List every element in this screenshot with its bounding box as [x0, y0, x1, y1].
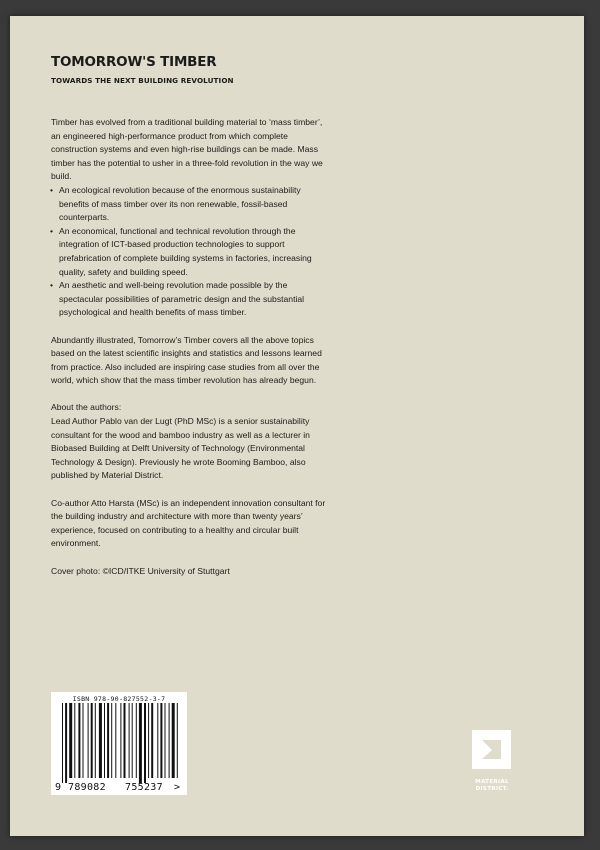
about-heading: About the authors:	[51, 402, 122, 413]
barcode-bar	[107, 703, 109, 778]
barcode-bar	[104, 703, 105, 778]
barcode-left-digits: 789082	[68, 782, 106, 793]
publisher-name-line: MATERIAL	[475, 779, 509, 785]
material-district-icon	[472, 730, 511, 769]
publisher-name-line: DISTRICT.	[475, 786, 509, 792]
barcode-bar	[115, 703, 116, 778]
cover-photo-credit: Cover photo: ©ICD/ITKE University of Stuttgart	[51, 565, 230, 576]
barcode-right-digits: 755237	[125, 782, 163, 793]
barcode-icon	[51, 692, 187, 795]
barcode-bar	[172, 703, 175, 778]
barcode-bar	[151, 703, 153, 778]
barcode-bar	[95, 703, 96, 778]
publisher-name	[471, 779, 513, 793]
barcode-bar	[65, 703, 67, 783]
intro-paragraph: Timber has evolved from a traditional building material to ‘mass timber’, an engineered high-performance product from which complete construction systems and even high-rise buildings can be made. Mass timber has the potential to usher in a three-fold revolution in the way we build.	[51, 117, 323, 182]
list-item: • An ecological revolution because of the enormous sustainability benefits of mass timber over its non renewable, fossil-based counterparts.	[51, 184, 326, 225]
co-author-paragraph: Co-author Atto Harsta (MSc) is an independent innovation consultant for the building industry and architecture with more than twenty years’ experience, focused on contributing to a healthy and circular built environment.	[51, 497, 326, 549]
publisher-logo-mark	[472, 730, 511, 769]
summary-paragraph: Abundantly illustrated, Tomorrow’s Timber covers all the above topics based on the latest scientific insights and statistics and lessons learned from practice. Also included are inspiring case studies from all over the world, which show that the mass timber revolution has already begun.	[51, 334, 322, 386]
barcode-bar	[177, 703, 178, 778]
barcode-bar	[83, 703, 84, 778]
barcode-bar	[129, 703, 130, 778]
barcode-bar	[78, 703, 80, 778]
barcode-bar	[120, 703, 121, 778]
list-item: • An aesthetic and well-being revolution made possible by the spectacular possibilities of parametric design and the substantial psychological and health benefits of mass timber.	[51, 279, 326, 320]
barcode-bar	[124, 703, 126, 778]
barcode-bar	[88, 703, 89, 778]
barcode-bar	[144, 703, 146, 783]
book-title: TOMORROW'S TIMBER	[51, 54, 217, 70]
barcode-bar	[132, 703, 133, 778]
barcode-bar	[169, 703, 170, 778]
barcode-bar	[139, 703, 142, 783]
barcode-bar	[148, 703, 149, 778]
barcode-bar	[99, 703, 102, 778]
list-item: • An economical, functional and technical revolution through the integration of ICT-based production technologies to support prefabrication of complete building systems in factories, increasing quality, safety and building speed.	[51, 225, 326, 279]
barcode-bar	[91, 703, 93, 778]
barcode-bar	[165, 703, 166, 778]
barcode-bar	[136, 703, 137, 778]
isbn-barcode	[51, 692, 187, 795]
revolution-list	[51, 184, 326, 320]
barcode-bar	[111, 703, 112, 778]
barcode-end-mark: >	[174, 782, 181, 793]
book-subtitle: TOWARDS THE NEXT BUILDING REVOLUTION	[51, 76, 234, 85]
publisher-logo	[471, 730, 513, 796]
barcode-bar	[157, 703, 158, 778]
barcode-bar	[62, 703, 63, 783]
barcode-bar	[160, 703, 162, 778]
barcode-bar	[74, 703, 75, 778]
back-cover-text	[51, 54, 326, 578]
barcode-first-digit: 9	[55, 782, 62, 793]
lead-author-paragraph: Lead Author Pablo van der Lugt (PhD MSc) is a senior sustainability consultant for the wood and bamboo industry as well as a lecturer in Biobased Building at Delft University of Technology (Environmental Technology & Design). Previously he wrote Booming Bamboo, also published by Material District.	[51, 416, 310, 481]
isbn-label: ISBN 978-90-827552-3-7	[72, 695, 166, 703]
back-cover	[10, 16, 584, 836]
barcode-bar	[69, 703, 72, 778]
